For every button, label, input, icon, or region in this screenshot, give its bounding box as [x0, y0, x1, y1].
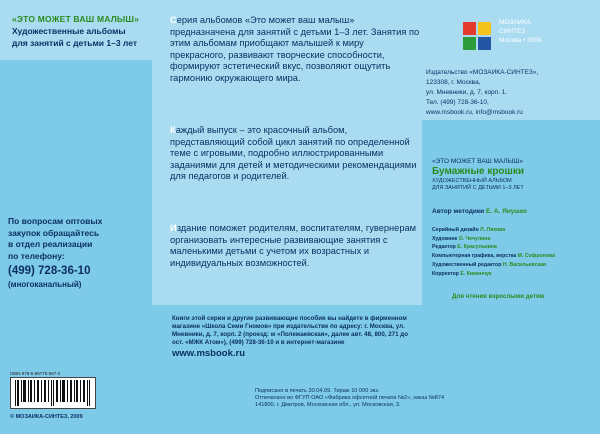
imprint: [255, 388, 455, 410]
credit-row: [432, 235, 592, 244]
shop-website-link[interactable]: www.msbook.ru: [172, 348, 246, 359]
isbn-text: ISBN 978-5-86775-667-2: [10, 371, 61, 376]
publisher-address: [426, 68, 586, 118]
imprint-line-3: 141800, г. Дмитров, Московская обл., ул. Московская, 3.: [255, 402, 401, 409]
series-heading: [12, 14, 142, 49]
imprint-line-1: Подписано в печать 30.04.09. Тираж 10 000 экз.: [255, 388, 380, 394]
book-info: [432, 158, 592, 192]
credit-row: [432, 226, 592, 235]
credits-list: [432, 226, 592, 278]
book-title: Бумажные крошки: [432, 166, 525, 177]
wholesale-line-3: в отдел реализации: [8, 239, 93, 249]
paragraph-3-initial: И: [170, 223, 177, 233]
logo-text: [499, 18, 542, 45]
author-name: Е. А. Янушко: [485, 208, 527, 215]
shop-text: Книги этой серии и другие развивающие пособия вы найдете в фирменном магазине «Школа Семи Гномов» при издательстве по адресу: г. Москва, ул. Мневники, д. 7, корп. 2 (проезд: м «Полежаевская», далее авт. 48, 800, 271 до ост. «МЖК Атом»), (499) 728-36-10 и в интернет-магазине: [172, 315, 408, 346]
paragraph-1-text: ерия альбомов «Это может ваш малыш» предназначена для занятий с детьми 1–3 лет. Занятия по этим альбомам приобщают малышей к миру прекрасного, развивают творческие способности, формируют эстетический вкус, позволяют ощутить гармонию окружающего мира.: [170, 15, 420, 83]
credit-name: О. Чечулина: [458, 235, 491, 242]
author-line: [432, 208, 527, 215]
mosaic-logo-icon: [463, 22, 491, 50]
book-series-name: «ЭТО МОЖЕТ ВАШ МАЛЫШ»: [432, 158, 523, 165]
credit-role: Корректор: [432, 270, 459, 277]
book-subtitle-2: ДЛЯ ЗАНЯТИЙ С ДЕТЬМИ 1–3 ЛЕТ: [432, 185, 524, 191]
barcode: [10, 377, 96, 409]
wholesale-line-2: закупок обращайтесь: [8, 227, 100, 238]
copyright: © МОЗАИКА-СИНТЕЗ, 2009: [10, 414, 83, 420]
credit-row: [432, 243, 592, 252]
barcode-block: [10, 371, 100, 409]
wholesale-line-4: по телефону:: [8, 250, 65, 261]
credit-name: Н. Васильевская: [502, 261, 546, 268]
credit-name: Е. Кименчук: [460, 270, 492, 277]
paragraph-3: [170, 223, 420, 269]
series-title: «ЭТО МОЖЕТ ВАШ МАЛЫШ»: [12, 14, 140, 24]
paragraph-1-initial: С: [170, 15, 177, 25]
imprint-line-2: Отпечатано во ФГУП ОАО «Фабрика офсетной печати №2», заказ №874: [255, 395, 445, 402]
pub-line-2: 123308, г. Москва,: [426, 79, 481, 86]
credit-role: Художник: [432, 235, 458, 242]
logo-line-2: СИНТЕЗ: [499, 28, 526, 35]
wholesale-line-1: По вопросам оптовых: [8, 216, 103, 226]
credit-row: [432, 252, 592, 261]
credit-row: [432, 261, 592, 270]
audience-note: Для чтения взрослыми детям: [452, 293, 545, 300]
paragraph-2-initial: К: [170, 125, 176, 135]
paragraph-3-text: здание поможет родителям, воспитателям, гувернерам организовать интересные развивающие занятия с маленькими детьми с учетом их возрастных и индивидуальных возможностей.: [170, 223, 417, 268]
paragraph-2: [170, 125, 420, 183]
book-subtitle-1: ХУДОЖЕСТВЕННЫЙ АЛЬБОМ: [432, 178, 512, 184]
paragraph-1: [170, 15, 420, 85]
pub-line-5: www.msbook.ru, info@msbook.ru: [426, 109, 523, 116]
credit-role: Художественный редактор: [432, 261, 502, 268]
logo-line-3: Москва • 2009: [499, 37, 542, 44]
pub-line-3: ул. Мневники, д. 7, корп. 1.: [426, 89, 508, 96]
series-subtitle-1: Художественные альбомы: [12, 26, 126, 36]
logo-line-1: МОЗАИКА: [499, 19, 531, 26]
credit-role: Серийный дизайн: [432, 227, 479, 233]
shop-info: [172, 315, 417, 358]
credit-name: М. Софронова: [517, 253, 555, 260]
pub-line-1: Издательство «МОЗАИКА-СИНТЕЗ»,: [426, 69, 539, 76]
credit-name: Е. Красулькина: [457, 244, 497, 251]
credit-name: Л. Ляхова: [480, 227, 506, 233]
series-subtitle-2: для занятий с детьми 1–3 лет: [12, 38, 137, 48]
wholesale-note: (многоканальный): [8, 280, 82, 289]
credit-role: Редактор: [432, 244, 456, 251]
credit-row: [432, 270, 592, 279]
credit-role: Компьютерная графика, верстка: [432, 253, 517, 260]
wholesale-phone: (499) 728-36-10: [8, 265, 91, 277]
pub-line-4: Тел. (499) 728-36-10,: [426, 99, 489, 106]
publisher-logo: [463, 14, 581, 58]
barcode-bars: [11, 378, 95, 408]
paragraph-2-text: аждый выпуск – это красочный альбом, представляющий собой цикл занятий по определенной теме с игровыми, подробно иллюстрированными заданиями для детей и методическими рекомендациями для педагогов и родителей.: [170, 125, 417, 182]
author-label: Автор методики: [432, 208, 485, 215]
wholesale-contact: [8, 216, 143, 290]
